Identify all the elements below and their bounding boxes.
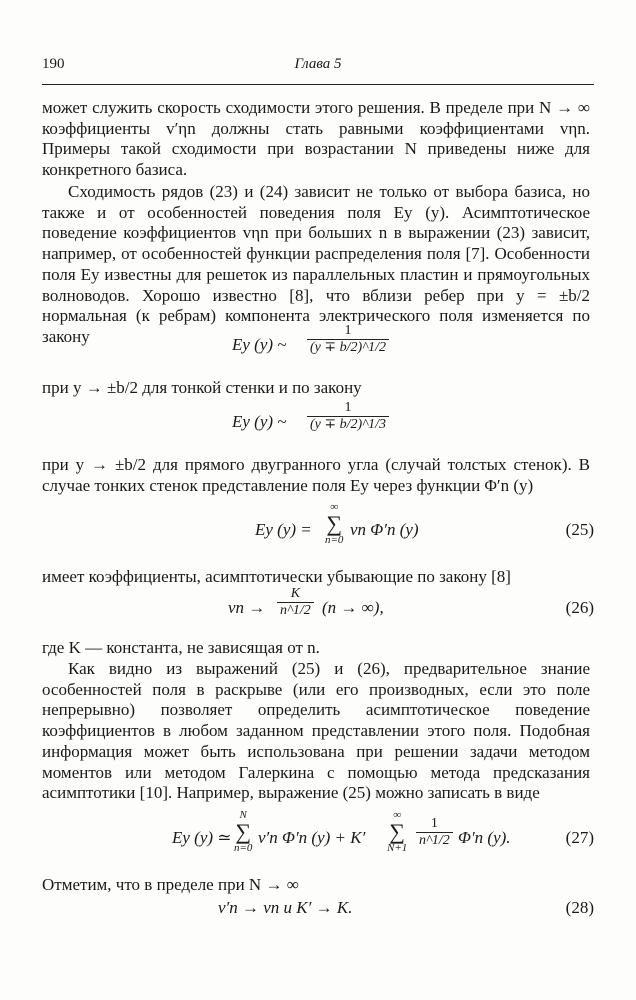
equation-27-sum-1 [232,810,254,854]
sigma-symbol: ∑ [326,511,343,536]
equation-27-numerator: 1 [416,816,453,833]
paragraph-8: Отметим, что в пределе при N → ∞ [42,875,299,894]
equation-26-fraction [275,586,316,619]
equation-28-formula: v′n → vn и K′ → K. [218,898,353,917]
equation-2-numerator: 1 [307,400,389,417]
equation-27-lhs: Ey (y) ≃ [172,828,232,847]
equation-27-sum-1-upper: N [239,809,247,821]
page-number: 190 [42,56,65,72]
equation-1-lhs: Ey (y) ~ [232,335,287,354]
equation-27-rhs: Φ′n (y). [458,828,511,847]
equation-27-denominator: n^1/2 [419,833,450,848]
equation-26-number: (26) [565,598,594,617]
paragraph-5: имеет коэффициенты, асимптотически убывающие по закону [8] [42,567,511,586]
equation-27-sum-2-upper: ∞ [393,809,402,821]
paragraph-1: может служить скорость сходимости этого решения. В пределе при N → ∞ коэффициенты v′ηn должны стать равными коэффициентами vηn. Примеры такой сходимости при возрастании N приведены ниже для конкретного базиса. [42,98,590,180]
equation-25-sum [323,502,345,546]
equation-26-rhs: (n → ∞), [322,598,384,617]
equation-26-denominator: n^1/2 [280,603,311,618]
equation-2-denominator: (y ∓ b/2)^1/3 [310,417,386,432]
equation-27-sum-1-lower: n=0 [234,842,253,854]
paragraph-3: при y → ±b/2 для тонкой стенки и по закону [42,378,362,397]
equation-2-fraction [305,400,391,433]
equation-25-rhs: vn Φ′n (y) [350,520,419,539]
equation-26-numerator: K [277,586,314,603]
equation-26-lhs: vn → [228,598,266,617]
equation-25-lhs: Ey (y) = [255,520,312,539]
equation-28-number: (28) [565,898,594,917]
equation-1-denominator: (y ∓ b/2)^1/2 [310,340,386,355]
equation-27-middle: v′n Φ′n (y) + K′ [258,828,366,847]
equation-27-sum-2 [385,810,409,854]
equation-27-fraction [414,816,455,849]
equation-1-fraction [305,323,391,356]
header-rule [42,84,594,85]
chapter-title: Глава 5 [294,56,342,72]
paragraph-6: где K — константа, не зависящая от n. [42,638,320,657]
paragraph-4: при y → ±b/2 для прямого двугранного угла (случай толстых стенок). В случае тонких стенок представление поля Ey через функции Φ′n (y) [42,455,590,495]
equation-1-numerator: 1 [307,323,389,340]
equation-27-sum-2-lower: N+1 [387,842,408,854]
equation-2-lhs: Ey (y) ~ [232,412,287,431]
page-header [42,56,594,80]
sigma-symbol: ∑ [389,819,405,844]
equation-25-sum-lower: n=0 [325,534,344,546]
equation-25-sum-upper: ∞ [330,501,339,513]
paragraph-2: Сходимость рядов (23) и (24) зависит не только от выбора базиса, но также и от особенностей поведения поля Ey (y). Асимптотическое поведение коэффициентов vηn при больших n в выражении (23) зависит, например, от особенностей функции распределения поля [7]. Особенности поля Ey известны для решеток из параллельных пластин и прямоугольных волноводов. Хорошо известно [8], что вблизи ребер при y = ±b/2 нормальная (к ребрам) компонента электрического поля изменяется по закону [42,182,590,346]
sigma-symbol: ∑ [235,819,252,844]
equation-25-number: (25) [565,520,594,539]
equation-27-number: (27) [565,828,594,847]
paragraph-7: Как видно из выражений (25) и (26), предварительное знание особенностей поля в раскрыве (или его производных, если это поле непрерывно) позволяет определить асимптотическое поведение коэффициентов в любом заданном представлении этого поля. Подобная информация может быть использована при решении задачи методом моментов или методом Галеркина с помощью метода предсказания асимптотики [10]. Например, выражение (25) можно записать в виде [42,659,590,803]
